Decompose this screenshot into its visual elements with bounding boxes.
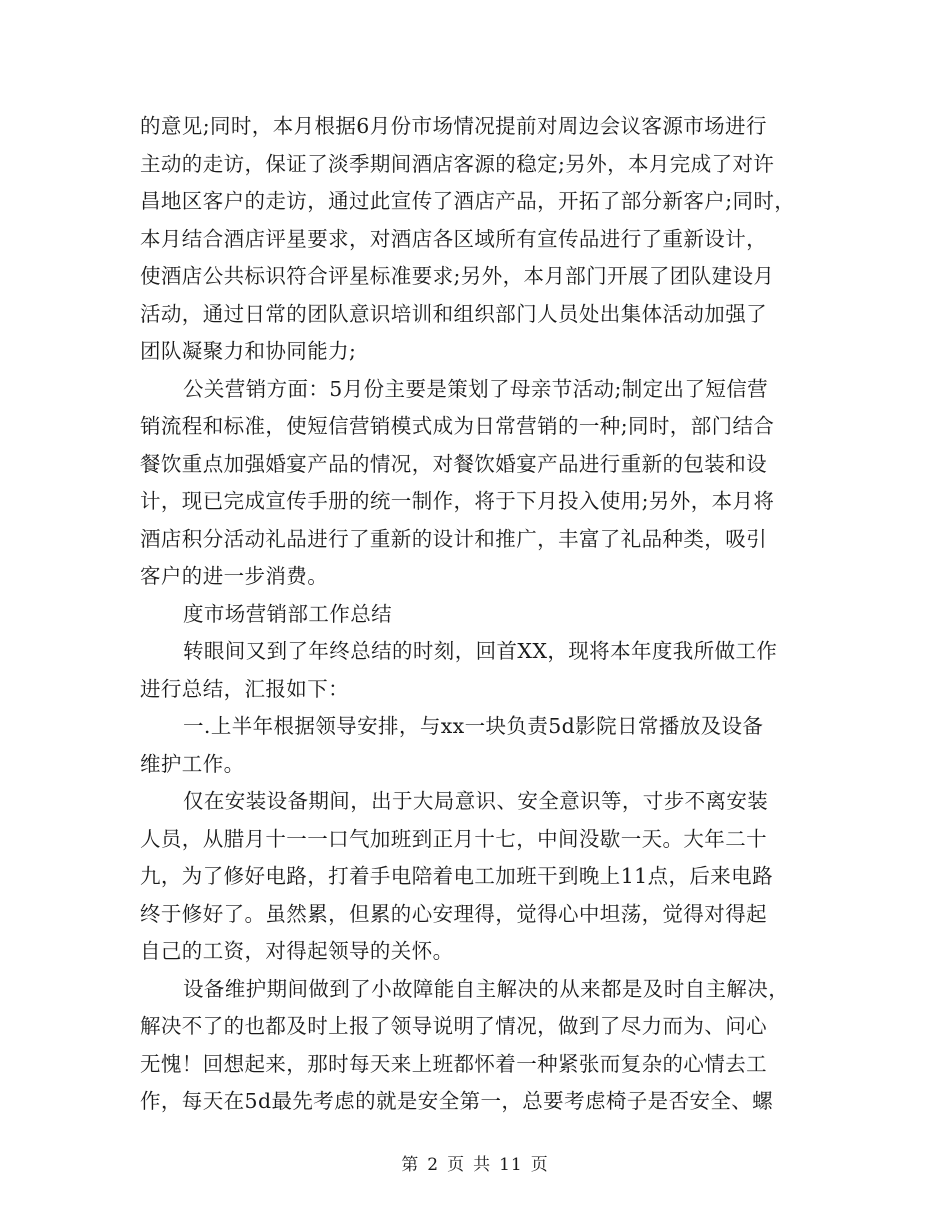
text-line: 餐饮重点加强婚宴产品的情况，对餐饮婚宴产品进行重新的包装和设	[140, 451, 767, 476]
text-line: 主动的走访，保证了淡季期间酒店客源的稳定;另外，本月完成了对许	[140, 151, 775, 176]
text-line: 解决不了的也都及时上报了领导说明了情况，做到了尽力而为、问心	[140, 1014, 767, 1038]
text-line: 一.上半年根据领导安排，与xx一块负责5d影院日常播放及设备	[183, 714, 764, 738]
text-line: 计，现已完成宣传手册的统一制作，将于下月投入使用;另外，本月将	[140, 489, 775, 513]
footer-page-word: 页	[447, 1155, 466, 1175]
document-body	[140, 108, 820, 1121]
text-line: 的意见;同时，本月根据6月份市场情况提前对周边会议客源市场进行	[140, 114, 767, 138]
text-line: 设备维护期间做到了小故障能自主解决的从来都是及时自主解决，	[183, 976, 790, 1001]
section-heading: 度市场营销部工作总结	[183, 601, 392, 626]
text-line: 昌地区客户的走访，通过此宣传了酒店产品，开拓了部分新客户;同时，	[140, 189, 796, 213]
page-footer	[0, 1150, 950, 1175]
footer-total-word: 共	[473, 1155, 492, 1175]
text-line: 人员，从腊月十一一口气加班到正月十七，中间没歇一天。大年二十	[140, 826, 767, 851]
text-line: 终于修好了。虽然累，但累的心安理得，觉得心中坦荡，觉得对得起	[140, 901, 767, 926]
footer-suffix: 页	[530, 1155, 549, 1175]
text-line: 进行总结，汇报如下：	[140, 676, 349, 701]
text-line: 本月结合酒店评星要求，对酒店各区域所有宣传品进行了重新设计，	[140, 226, 767, 251]
text-line: 九，为了修好电路，打着手电陪着电工加班干到晚上11点，后来电路	[140, 864, 773, 888]
text-line: 使酒店公共标识符合评星标准要求;另外，本月部门开展了团队建设月	[140, 264, 775, 288]
text-line: 公关营销方面：5月份主要是策划了母亲节活动;制定出了短信营	[183, 376, 769, 401]
text-line: 销流程和标准，使短信营销模式成为日常营销的一种;同时，部门结合	[140, 414, 775, 438]
text-line: 自己的工资，对得起领导的关怀。	[140, 939, 454, 963]
text-line: 团队凝聚力和协同能力;	[140, 339, 357, 363]
text-line: 活动，通过日常的团队意识培训和组织部门人员处出集体活动加强了	[140, 301, 767, 326]
text-line: 无愧！回想起来，那时每天来上班都怀着一种紧张而复杂的心情去工	[140, 1051, 767, 1076]
text-line: 酒店积分活动礼品进行了重新的设计和推广，丰富了礼品种类，吸引	[140, 526, 767, 551]
footer-prefix: 第	[401, 1155, 420, 1175]
text-line: 维护工作。	[140, 751, 245, 776]
text-line: 仅在安装设备期间，出于大局意识、安全意识等，寸步不离安装	[183, 789, 769, 813]
current-page-number: 2	[427, 1155, 440, 1175]
text-line: 客户的进一步消费。	[140, 564, 329, 588]
text-line: 转眼间又到了年终总结的时刻，回首XX，现将本年度我所做工作	[183, 639, 778, 663]
total-pages-number: 11	[499, 1155, 523, 1175]
text-line: 作，每天在5d最先考虑的就是安全第一，总要考虑椅子是否安全、螺	[140, 1089, 774, 1113]
